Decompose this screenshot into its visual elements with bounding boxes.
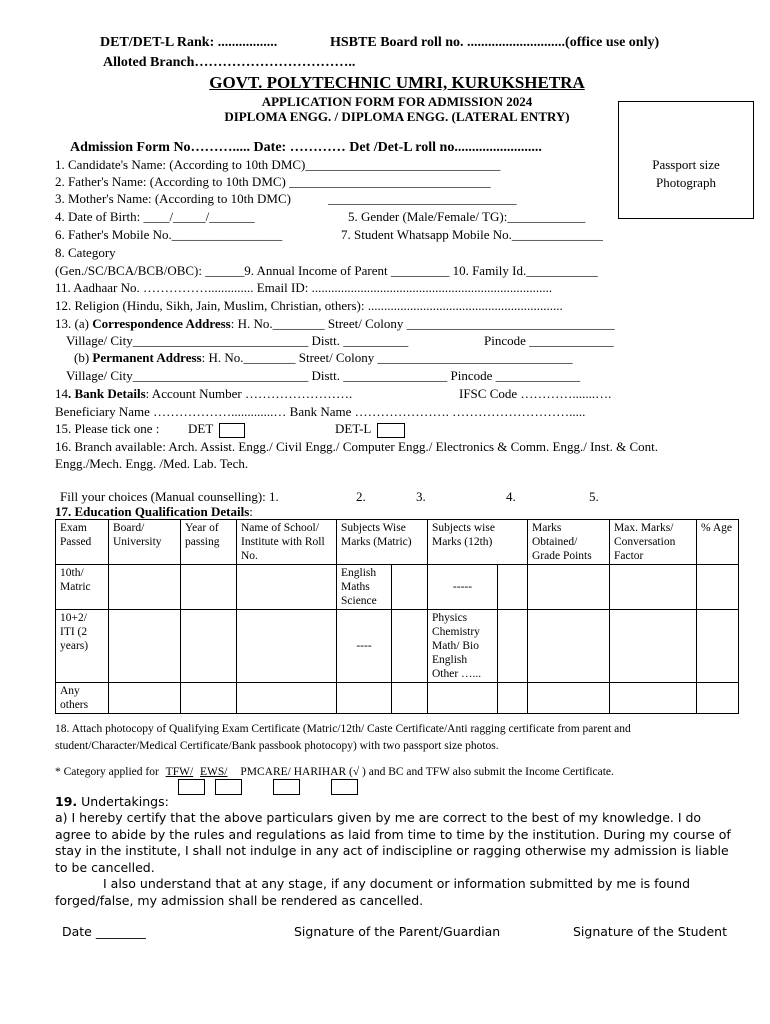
matric-subjects-cell: ---- bbox=[337, 610, 392, 683]
header-marks-obtained: Marks Obtained/ Grade Points bbox=[528, 520, 610, 565]
roll-line: HSBTE Board roll no. ............................(office use only) bbox=[330, 35, 660, 50]
header-year: Year of passing bbox=[181, 520, 237, 565]
choice-4: 4. bbox=[506, 489, 516, 504]
father-name-field: 2. Father's Name: (According to 10th DMC) _______________________________ bbox=[55, 174, 491, 189]
religion-line: 12. Religion (Hindu, Sikh, Jain, Muslim, Christian, others): ............................................................ bbox=[55, 298, 563, 313]
category-label: 8. Category bbox=[55, 245, 116, 260]
undertakings-heading: 19. Undertakings: bbox=[55, 794, 169, 809]
photo-label-2: Photograph bbox=[656, 175, 716, 190]
exam-cell: 10th/ Matric bbox=[56, 565, 109, 610]
header-exam-passed: Exam Passed bbox=[56, 520, 109, 565]
correspondence-pincode: Pincode _____________ bbox=[484, 333, 614, 348]
percentage-cell[interactable] bbox=[697, 683, 739, 714]
det-checkbox[interactable] bbox=[219, 423, 245, 438]
matric-marks-cell[interactable] bbox=[392, 683, 428, 714]
max-marks-cell[interactable] bbox=[610, 565, 697, 610]
permanent-address-line: (b) Permanent Address: H. No.________ Street/ Colony ______________________________ bbox=[74, 350, 573, 365]
header-matric-subjects: Subjects Wise Marks (Matric) bbox=[337, 520, 428, 565]
board-cell[interactable] bbox=[109, 683, 181, 714]
table-row bbox=[56, 565, 739, 610]
marks-obtained-cell[interactable] bbox=[528, 565, 610, 610]
percentage-cell[interactable] bbox=[697, 565, 739, 610]
category-ews: EWS/ bbox=[200, 766, 228, 778]
student-whatsapp-field: 7. Student Whatsapp Mobile No.______________ bbox=[341, 227, 603, 242]
course-title: DIPLOMA ENGG. / DIPLOMA ENGG. (LATERAL ENTRY) bbox=[224, 109, 570, 124]
rank-line: DET/DET-L Rank: ................. bbox=[100, 35, 278, 50]
admission-form-line: Admission Form No………..... Date: ………… Det /Det-L roll no......................... bbox=[70, 140, 542, 155]
correspondence-address-label: Correspondence Address bbox=[92, 316, 231, 331]
branch-available-line-2: Engg./Mech. Engg. /Med. Lab. Tech. bbox=[55, 456, 249, 471]
header-school: Name of School/ Institute with Roll No. bbox=[237, 520, 337, 565]
pmcare-checkbox[interactable] bbox=[273, 779, 300, 795]
school-cell[interactable] bbox=[237, 565, 337, 610]
table-row bbox=[56, 610, 739, 683]
undertaking-para-a: a) I hereby certify that the above particulars given by me are correct to the best of my knowledge. I do agree to abide by the rules and regulations as laid from time to time by the institution. During my course of stay in the institute, I shall not indulge in any act of indiscipline or ragging otherwise my admission is liable to be cancelled. bbox=[55, 810, 731, 875]
bank-details-line: 14. Bank Details: Account Number ……………………. bbox=[55, 386, 353, 401]
header-board: Board/ University bbox=[109, 520, 181, 565]
header-twelfth-subjects: Subjects wise Marks (12th) bbox=[428, 520, 528, 565]
photo-box bbox=[618, 101, 754, 219]
correspondence-village-line: Village/ City___________________________ Distt. __________ bbox=[66, 333, 409, 348]
date-field: Date ________ bbox=[62, 924, 146, 939]
choice-2: 2. bbox=[356, 489, 366, 504]
twelfth-marks-cell[interactable] bbox=[498, 610, 528, 683]
school-cell[interactable] bbox=[237, 610, 337, 683]
student-signature: Signature of the Student bbox=[573, 924, 727, 939]
twelfth-subjects-cell: ----- bbox=[428, 565, 498, 610]
aadhaar-email-line: 11. Aadhaar No. …………….............. Email ID: .......................................................................... bbox=[55, 280, 553, 295]
school-cell[interactable] bbox=[237, 683, 337, 714]
ews-checkbox[interactable] bbox=[215, 779, 242, 795]
branch-available-line: 16. Branch available: Arch. Assist. Engg./ Civil Engg./ Computer Engg./ Electronics & Comm. Engg./ Inst. & Cont. bbox=[55, 439, 658, 454]
header-percentage: % Age bbox=[697, 520, 739, 565]
form-title: APPLICATION FORM FOR ADMISSION 2024 bbox=[261, 94, 533, 109]
marks-obtained-cell[interactable] bbox=[528, 610, 610, 683]
permanent-village-line: Village/ City___________________________ Distt. ________________ Pincode _____________ bbox=[66, 368, 581, 383]
twelfth-subjects-cell: Physics Chemistry Math/ Bio English Other …... bbox=[428, 610, 498, 683]
harihar-checkbox[interactable] bbox=[331, 779, 358, 795]
matric-subjects-cell[interactable] bbox=[337, 683, 392, 714]
mother-name-blank: _____________________________ bbox=[328, 191, 517, 206]
twelfth-subjects-cell[interactable] bbox=[428, 683, 498, 714]
choice-5: 5. bbox=[589, 489, 599, 504]
year-cell[interactable] bbox=[181, 565, 237, 610]
education-table bbox=[55, 519, 739, 714]
father-mobile-field: 6. Father's Mobile No._________________ bbox=[55, 227, 283, 242]
exam-cell: 10+2/ ITI (2 years) bbox=[56, 610, 109, 683]
max-marks-cell[interactable] bbox=[610, 683, 697, 714]
category-income-line: (Gen./SC/BCA/BCB/OBC): ______9. Annual Income of Parent _________ 10. Family Id.___________ bbox=[55, 263, 598, 278]
beneficiary-line: Beneficiary Name ……………….............… Bank Name …………………. ………………………..... bbox=[55, 404, 586, 419]
det-option: DET bbox=[188, 421, 245, 438]
marks-obtained-cell[interactable] bbox=[528, 683, 610, 714]
matric-subjects-cell: English Maths Science bbox=[337, 565, 392, 610]
board-cell[interactable] bbox=[109, 610, 181, 683]
year-cell[interactable] bbox=[181, 610, 237, 683]
branch-line: Alloted Branch…………………………….. bbox=[103, 55, 356, 70]
matric-marks-cell[interactable] bbox=[392, 610, 428, 683]
attachments-note: 18. Attach photocopy of Qualifying Exam Certificate (Matric/12th/ Caste Certificate/Anti ragging certificate from parent and student/Character/Medical Certificate/Bank passbook photocopy) with two passport size photos. bbox=[55, 723, 631, 752]
tick-one-label: 15. Please tick one : bbox=[55, 421, 160, 436]
undertaking-para-b: I also understand that at any stage, if any document or information submitted by me is found forged/false, my admission shall be rendered as cancelled. bbox=[55, 876, 690, 908]
table-header-row bbox=[56, 520, 739, 565]
twelfth-marks-cell[interactable] bbox=[498, 683, 528, 714]
tfw-checkbox[interactable] bbox=[178, 779, 205, 795]
dob-field: 4. Date of Birth: ____/_____/_______ bbox=[55, 209, 255, 224]
institute-title: GOVT. POLYTECHNIC UMRI, KURUKSHETRA bbox=[209, 73, 585, 92]
candidate-name-field: 1. Candidate's Name: (According to 10th DMC)______________________________ bbox=[55, 157, 501, 172]
permanent-address-label: Permanent Address bbox=[92, 350, 202, 365]
percentage-cell[interactable] bbox=[697, 610, 739, 683]
mother-name-field: 3. Mother's Name: (According to 10th DMC) bbox=[55, 191, 291, 206]
twelfth-marks-cell[interactable] bbox=[498, 565, 528, 610]
board-cell[interactable] bbox=[109, 565, 181, 610]
bank-details-label: . Bank Details bbox=[68, 386, 146, 401]
ifsc-field: IFSC Code ………….......…. bbox=[459, 386, 612, 401]
exam-cell: Any others bbox=[56, 683, 109, 714]
detl-checkbox[interactable] bbox=[377, 423, 405, 438]
detl-option: DET-L bbox=[335, 421, 405, 438]
parent-signature: Signature of the Parent/Guardian bbox=[294, 924, 501, 939]
choice-3: 3. bbox=[416, 489, 426, 504]
gender-field: 5. Gender (Male/Female/ TG):____________ bbox=[348, 209, 586, 224]
header-max-marks: Max. Marks/ Conversation Factor bbox=[610, 520, 697, 565]
table-row bbox=[56, 683, 739, 714]
correspondence-address-line: 13. (a) Correspondence Address: H. No.________ Street/ Colony ________________________________ bbox=[55, 316, 615, 331]
year-cell[interactable] bbox=[181, 683, 237, 714]
choices-line: Fill your choices (Manual counselling): 1. bbox=[60, 489, 279, 504]
category-tfw: TFW/ bbox=[165, 766, 194, 778]
photo-label-1: Passport size bbox=[652, 157, 720, 172]
max-marks-cell[interactable] bbox=[610, 610, 697, 683]
education-details-heading: 17. Education Qualification Details: bbox=[55, 504, 253, 519]
matric-marks-cell[interactable] bbox=[392, 565, 428, 610]
category-note: * Category applied for TFW/ EWS/ PMCARE/ HARIHAR (√ ) and BC and TFW also submit the Income Certificate. bbox=[55, 766, 614, 778]
